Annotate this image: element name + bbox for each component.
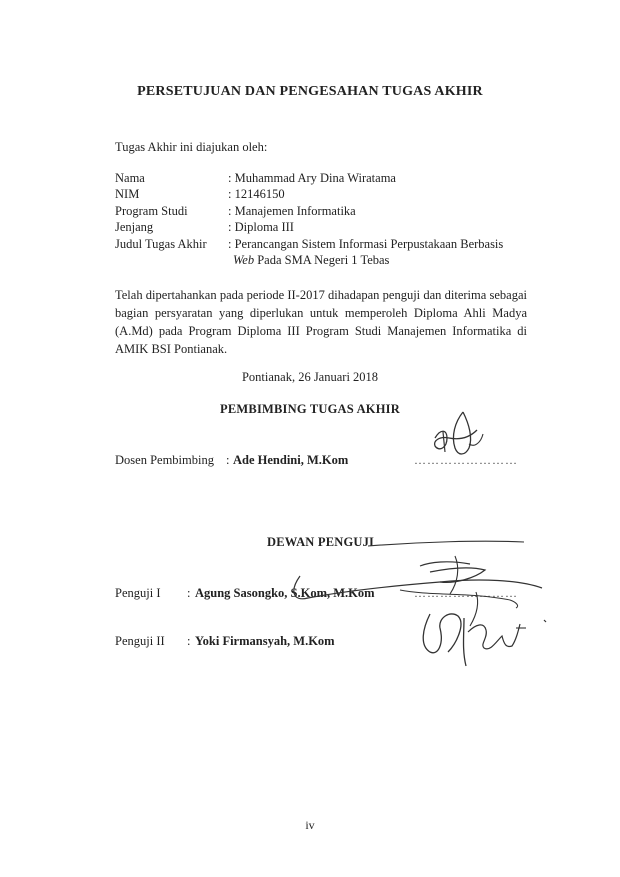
- approval-paragraph: [115, 286, 527, 358]
- place-date: Pontianak, 26 Januari 2018: [241, 370, 379, 384]
- page-number: iv: [305, 818, 315, 832]
- identity-value-judul: : Perancangan Sistem Informasi Perpustakaan Berbasis: [228, 237, 504, 251]
- judul-rest: Pada SMA Negeri 1 Tebas: [254, 253, 390, 267]
- examiner-signatures: [280, 520, 570, 680]
- identity-value-program: : Manajemen Informatika: [228, 204, 356, 218]
- intro-text: Tugas Akhir ini diajukan oleh:: [115, 140, 268, 154]
- supervisor-colon: :: [226, 453, 230, 467]
- identity-label-judul: Judul Tugas Akhir: [115, 237, 207, 251]
- supervisor-signature-line: ……………………: [414, 453, 518, 467]
- identity-label-name: Nama: [115, 171, 145, 185]
- paragraph-line: bagian persyaratan yang diperlukan untuk memperoleh Diploma Ahli Madya: [115, 306, 527, 320]
- supervisor-label: Dosen Pembimbing: [115, 453, 214, 467]
- identity-value-nim: : 12146150: [228, 187, 285, 201]
- examiner-1-label: Penguji I: [115, 586, 161, 600]
- identity-label-program: Program Studi: [115, 204, 188, 218]
- identity-value-name: : Muhammad Ary Dina Wiratama: [228, 171, 396, 185]
- paragraph-line: (A.Md) pada Program Diploma III Program Studi Manajemen Informatika di: [115, 324, 527, 338]
- paragraph-line: Telah dipertahankan pada periode II-2017 dihadapan penguji dan diterima sebagai: [115, 288, 527, 302]
- supervisor-heading: PEMBIMBING TUGAS AKHIR: [220, 402, 400, 416]
- examiner-1-colon: :: [187, 586, 191, 600]
- identity-value-jenjang: : Diploma III: [228, 220, 294, 234]
- examiner-2-label: Penguji II: [115, 634, 165, 648]
- identity-label-jenjang: Jenjang: [115, 220, 154, 234]
- judul-italic-word: Web: [233, 253, 255, 267]
- examiner-heading: DEWAN PENGUJI: [267, 535, 375, 549]
- supervisor-name: Ade Hendini, M.Kom: [233, 453, 349, 467]
- examiner-1-signature-line: ……………………: [414, 586, 518, 600]
- examiner-1-name: Agung Sasongko, S.Kom, M.Kom: [195, 586, 375, 600]
- paragraph-line: AMIK BSI Pontianak.: [115, 342, 228, 356]
- identity-value-judul-cont: [233, 253, 389, 268]
- document-title: PERSETUJUAN DAN PENGESAHAN TUGAS AKHIR: [137, 84, 483, 99]
- supervisor-signature: [425, 408, 495, 466]
- examiner-2-colon: :: [187, 634, 191, 648]
- examiner-2-name: Yoki Firmansyah, M.Kom: [195, 634, 335, 648]
- identity-label-nim: NIM: [115, 187, 140, 201]
